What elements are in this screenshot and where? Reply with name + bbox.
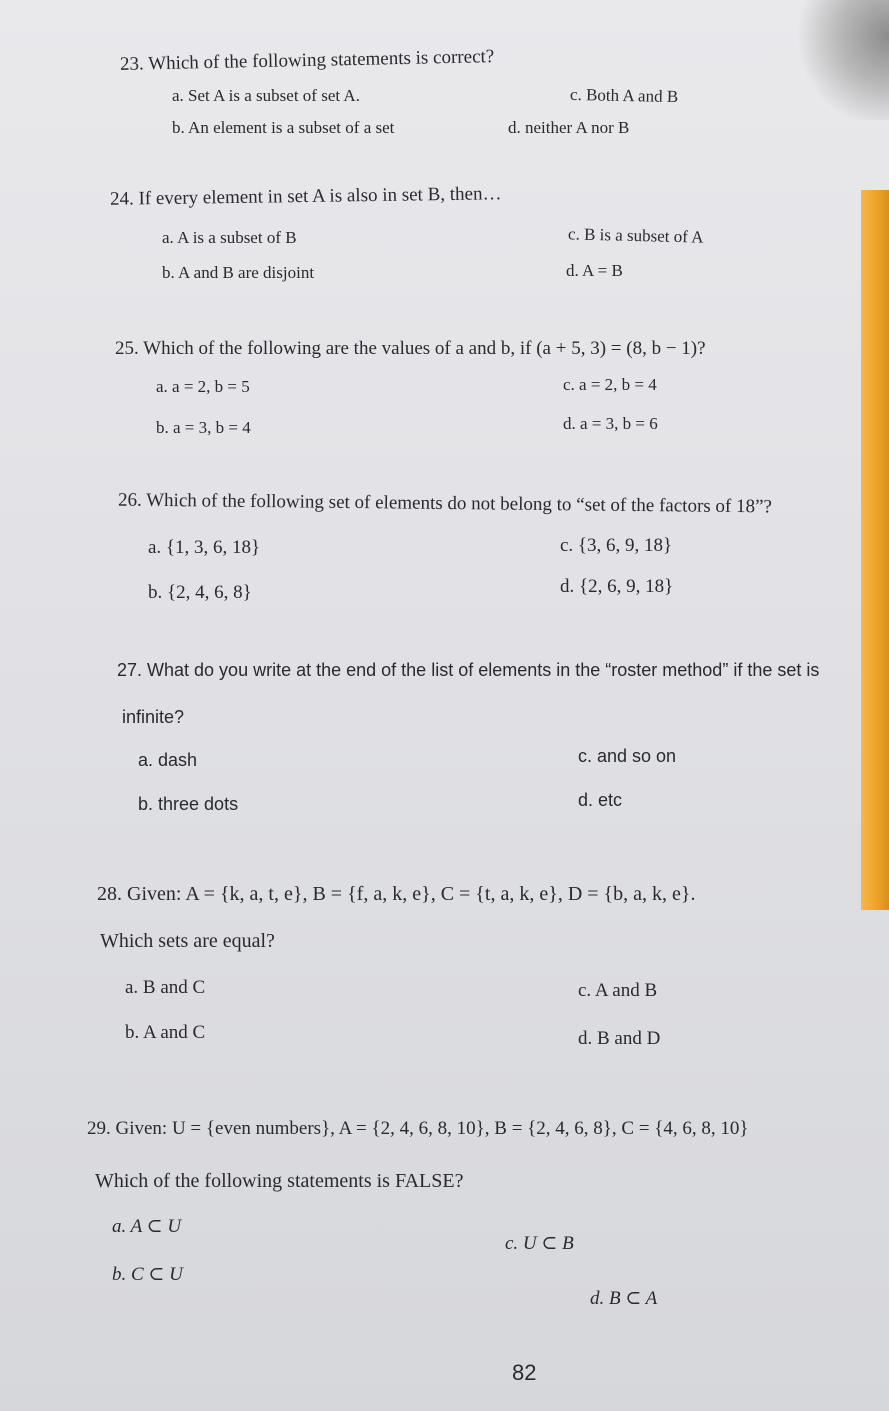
q25-option-c: c. a = 2, b = 4 — [563, 375, 657, 394]
question-28: 28. Given: A = {k, a, t, e}, B = {f, a, k, e}, C = {t, a, k, e}, D = {b, a, k, e}. — [97, 883, 696, 905]
question-28-continued: Which sets are equal? — [100, 930, 275, 952]
q29-option-b: b. C ⊂ U — [112, 1264, 183, 1285]
question-26: 26. Which of the following set of elements do not belong to “set of the factors of 18”? — [117, 489, 773, 518]
q26-option-c: c. {3, 6, 9, 18} — [560, 535, 673, 556]
q29-option-d: d. B ⊂ A — [590, 1288, 658, 1309]
question-29: 29. Given: U = {even numbers}, A = {2, 4, 6, 8, 10}, B = {2, 4, 6, 8}, C = {4, 6, 8, 10} — [87, 1118, 749, 1139]
q28-option-b: b. A and C — [125, 1022, 206, 1043]
q23-option-d: d. neither A nor B — [508, 118, 630, 137]
q27-option-d: d. etc — [578, 790, 623, 810]
q24-option-d: d. A = B — [566, 261, 623, 280]
q27-option-b: b. three dots — [138, 794, 239, 814]
q29-option-c: c. U ⊂ B — [505, 1233, 574, 1254]
q26-option-b: b. {2, 4, 6, 8} — [148, 582, 252, 603]
page-number: 82 — [512, 1360, 537, 1385]
q29-option-a: a. A ⊂ U — [112, 1216, 182, 1237]
q26-option-a: a. {1, 3, 6, 18} — [148, 537, 261, 558]
q24-option-b: b. A and B are disjoint — [162, 263, 315, 282]
q28-option-a: a. B and C — [125, 977, 206, 998]
question-24: 24. If every element in set A is also in set B, then… — [109, 183, 502, 210]
q23-option-c: c. Both A and B — [569, 84, 679, 107]
page-corner-shadow — [799, 0, 889, 120]
q23-option-b: b. An element is a subset of a set — [172, 118, 395, 137]
q25-option-d: d. a = 3, b = 6 — [563, 414, 658, 433]
pencil-image — [861, 190, 889, 910]
q23-option-a: a. Set A is a subset of set A. — [172, 86, 360, 105]
q27-option-a: a. dash — [138, 750, 198, 770]
q24-option-a: a. A is a subset of B — [162, 228, 297, 247]
q24-option-c: c. B is a subset of A — [567, 224, 704, 247]
q27-option-c: c. and so on — [578, 746, 677, 766]
question-27: 27. What do you write at the end of the list of elements in the “roster method” if the set is — [117, 660, 820, 680]
question-25: 25. Which of the following are the values of a and b, if (a + 5, 3) = (8, b − 1)? — [115, 338, 706, 359]
q25-option-a: a. a = 2, b = 5 — [156, 377, 250, 396]
question-23: 23. Which of the following statements is correct? — [119, 46, 495, 75]
q28-option-d: d. B and D — [578, 1028, 661, 1049]
q25-option-b: b. a = 3, b = 4 — [156, 418, 251, 437]
q26-option-d: d. {2, 6, 9, 18} — [560, 576, 674, 597]
q28-option-c: c. A and B — [578, 980, 658, 1001]
question-29-continued: Which of the following statements is FALSE? — [95, 1170, 464, 1192]
question-27-continued: infinite? — [122, 707, 185, 727]
